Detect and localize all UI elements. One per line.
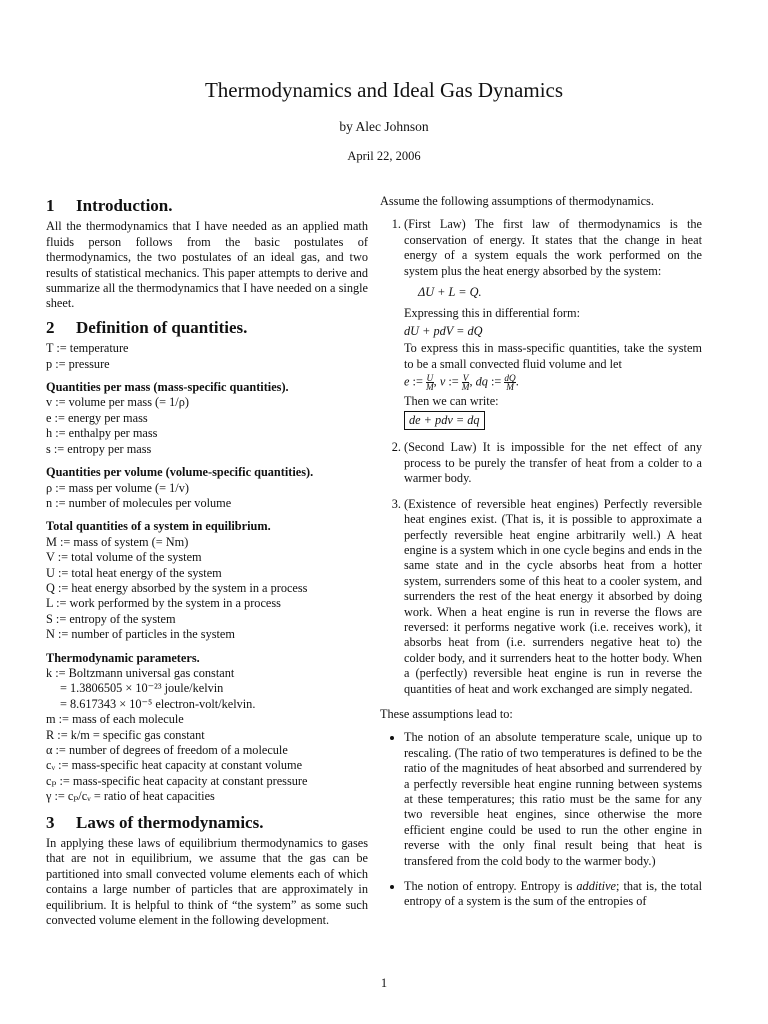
volume-specific-heading: Quantities per volume (volume-specific quantities). [46, 465, 314, 480]
law-first [404, 217, 702, 430]
section-heading-introduction: 1 Introduction. [46, 196, 173, 215]
definition-line: cᵥ := mass-specific heat capacity at constant volume [46, 758, 303, 773]
differential-intro: Expressing this in differential form: [404, 306, 580, 321]
definition-line: V := total volume of the system [46, 550, 202, 565]
definition-line: N := number of particles in the system [46, 627, 235, 642]
definition-line: U := total heat energy of the system [46, 565, 222, 580]
mass-specific-heading: Quantities per mass (mass-specific quantities). [46, 380, 289, 395]
page-number: 1 [380, 976, 388, 990]
laws-list [380, 217, 702, 697]
paper-title: Thermodynamics and Ideal Gas Dynamics [204, 78, 564, 102]
right-column [380, 194, 702, 920]
basic-definitions [46, 341, 368, 372]
volume-specific-definitions [46, 481, 368, 512]
definition-line: Q := heat energy absorbed by the system in a process [46, 580, 308, 595]
definition-line: S := entropy of the system [46, 611, 176, 626]
law-third: 3. (Existence of reversible heat engines) Perfectly reversible heat engines exist. (That is, it is possible to approximate a perfectly reversible heat engine arbitrarily well.) A heat engine is a system which in one cycle begins and ends in the same state and in the cycle absorbs heat from a hotter system, surrenders some of this heat to a cooler system, and surrenders the rest of the heat energy it absorbed by doing work. When a heat engine is run in reverse the flows are reversed: it performs negative work (i.e. receives work), it absorbs heat from (i.e. surrenders negative heat to) the colder body, and it surrenders heat to the hotter body. When a (perfectly) reversible heat engine is run in reverse the quantities of heat and work exchanged are simply negated. [404, 497, 702, 697]
thermodynamic-parameters [46, 666, 368, 805]
consequences-list [380, 730, 702, 909]
differential-equation: dU + pdV = dQ [404, 323, 483, 338]
definition-line: γ := cₚ/cᵥ = ratio of heat capacities [46, 789, 215, 804]
definition-line: = 8.617343 × 10⁻⁵ electron-volt/kelvin. [60, 696, 256, 711]
paper-author: by Alec Johnson [339, 119, 429, 134]
title-block [0, 78, 768, 164]
definition-line: m := mass of each molecule [46, 712, 184, 727]
total-quantities-heading: Total quantities of a system in equilibrium. [46, 519, 271, 534]
bullet-entropy: • The notion of entropy. Entropy is additive; that is, the total entropy of a system is the sum of the entropies of [404, 879, 702, 910]
definition-line: M := mass of system (= Nm) [46, 534, 189, 549]
mass-specific-intro: To express this in mass-specific quantities, take the system to be a small convected fluid volume and let [404, 341, 702, 371]
law-second: 2. (Second Law) It is impossible for the net effect of any process to be purely the transfer of heat from a colder to a warmer body. [404, 440, 702, 486]
thermodynamic-parameters-heading: Thermodynamic parameters. [46, 650, 200, 665]
assumptions-intro: Assume the following assumptions of thermodynamics. [380, 194, 654, 208]
definition-line: n := number of molecules per volume [46, 495, 232, 510]
definition-line: cₚ := mass-specific heat capacity at constant pressure [46, 773, 308, 788]
definition-line: ρ := mass per volume (= 1/v) [46, 480, 189, 495]
definition-line: R := k/m = specific gas constant [46, 727, 205, 742]
then-we-can-write: Then we can write: [404, 393, 499, 408]
laws-intro-text: In applying these laws of equilibrium thermodynamics to gases that are not in equilibrium, we assume that the gas can be partitioned into small convected volume elements each of which contains a large number of particles that are approximately in equilibrium. It is helpful to think of “the system” as some such convected volume element in the following development. [46, 836, 368, 928]
definition-line: v := volume per mass (= 1/ρ) [46, 395, 189, 410]
boxed-equation: de + pdv = dq [404, 411, 702, 430]
definition-line: L := work performed by the system in a process [46, 596, 281, 611]
definition-line: e := energy per mass [46, 410, 148, 425]
section-heading-laws: 3 Laws of thermodynamics. [46, 812, 264, 832]
definition-line: = 1.3806505 × 10⁻²³ joule/kelvin [60, 681, 224, 696]
definition-line: α := number of degrees of freedom of a molecule [46, 743, 288, 757]
mass-specific-definitions [46, 395, 368, 457]
mass-specific-definitions-eq: e := $\frac{U}{M}$ , v := $\frac{V}{M}$ , dq := $\frac{dQ}{M}$ . [404, 373, 519, 393]
definition-line: h := enthalpy per mass [46, 426, 158, 441]
first-law-equation: ΔU + L = Q. [418, 285, 482, 300]
left-column [46, 194, 368, 932]
paper-date: April 22, 2006 [347, 149, 421, 163]
consequences-intro: These assumptions lead to: [380, 706, 513, 721]
definition-line: s := entropy per mass [46, 441, 152, 456]
section-heading-definitions: 2 Definition of quantities. [46, 317, 248, 337]
bullet-absolute-temperature: • The notion of an absolute temperature scale, unique up to rescaling. (The ratio of two temperatures is defined to be the ratio of the magnitudes of heat absorbed and surrendered by a perfectly reversible heat engine running between systems at these temperatures; this ratio must be the same for any two reversible heat engines, since otherwise the more efficient engine could be used to run the other engine in reverse with the only final result being that heat is transfered from the cold body to the warmer body.) [404, 730, 702, 869]
introduction-text: All the thermodynamics that I have needed as an applied math fluids person follows from the basic postulates of thermodynamics, the two postulates of an ideal gas, and two results of statistical mechanics. This paper attempts to derive and summarize all the thermodynamics that I have needed on a single sheet. [46, 219, 368, 311]
definition-line: p := pressure [46, 356, 110, 371]
definition-line: T := temperature [46, 341, 129, 356]
definition-line: k := Boltzmann universal gas constant [46, 665, 235, 680]
first-law-text: (First Law) The first law of thermodynamics is the conservation of energy. It states that the change in heat energy of a system equals the work performed on the system plus the heat energy absorbed by the system: [404, 217, 702, 278]
total-quantities-definitions [46, 535, 368, 643]
